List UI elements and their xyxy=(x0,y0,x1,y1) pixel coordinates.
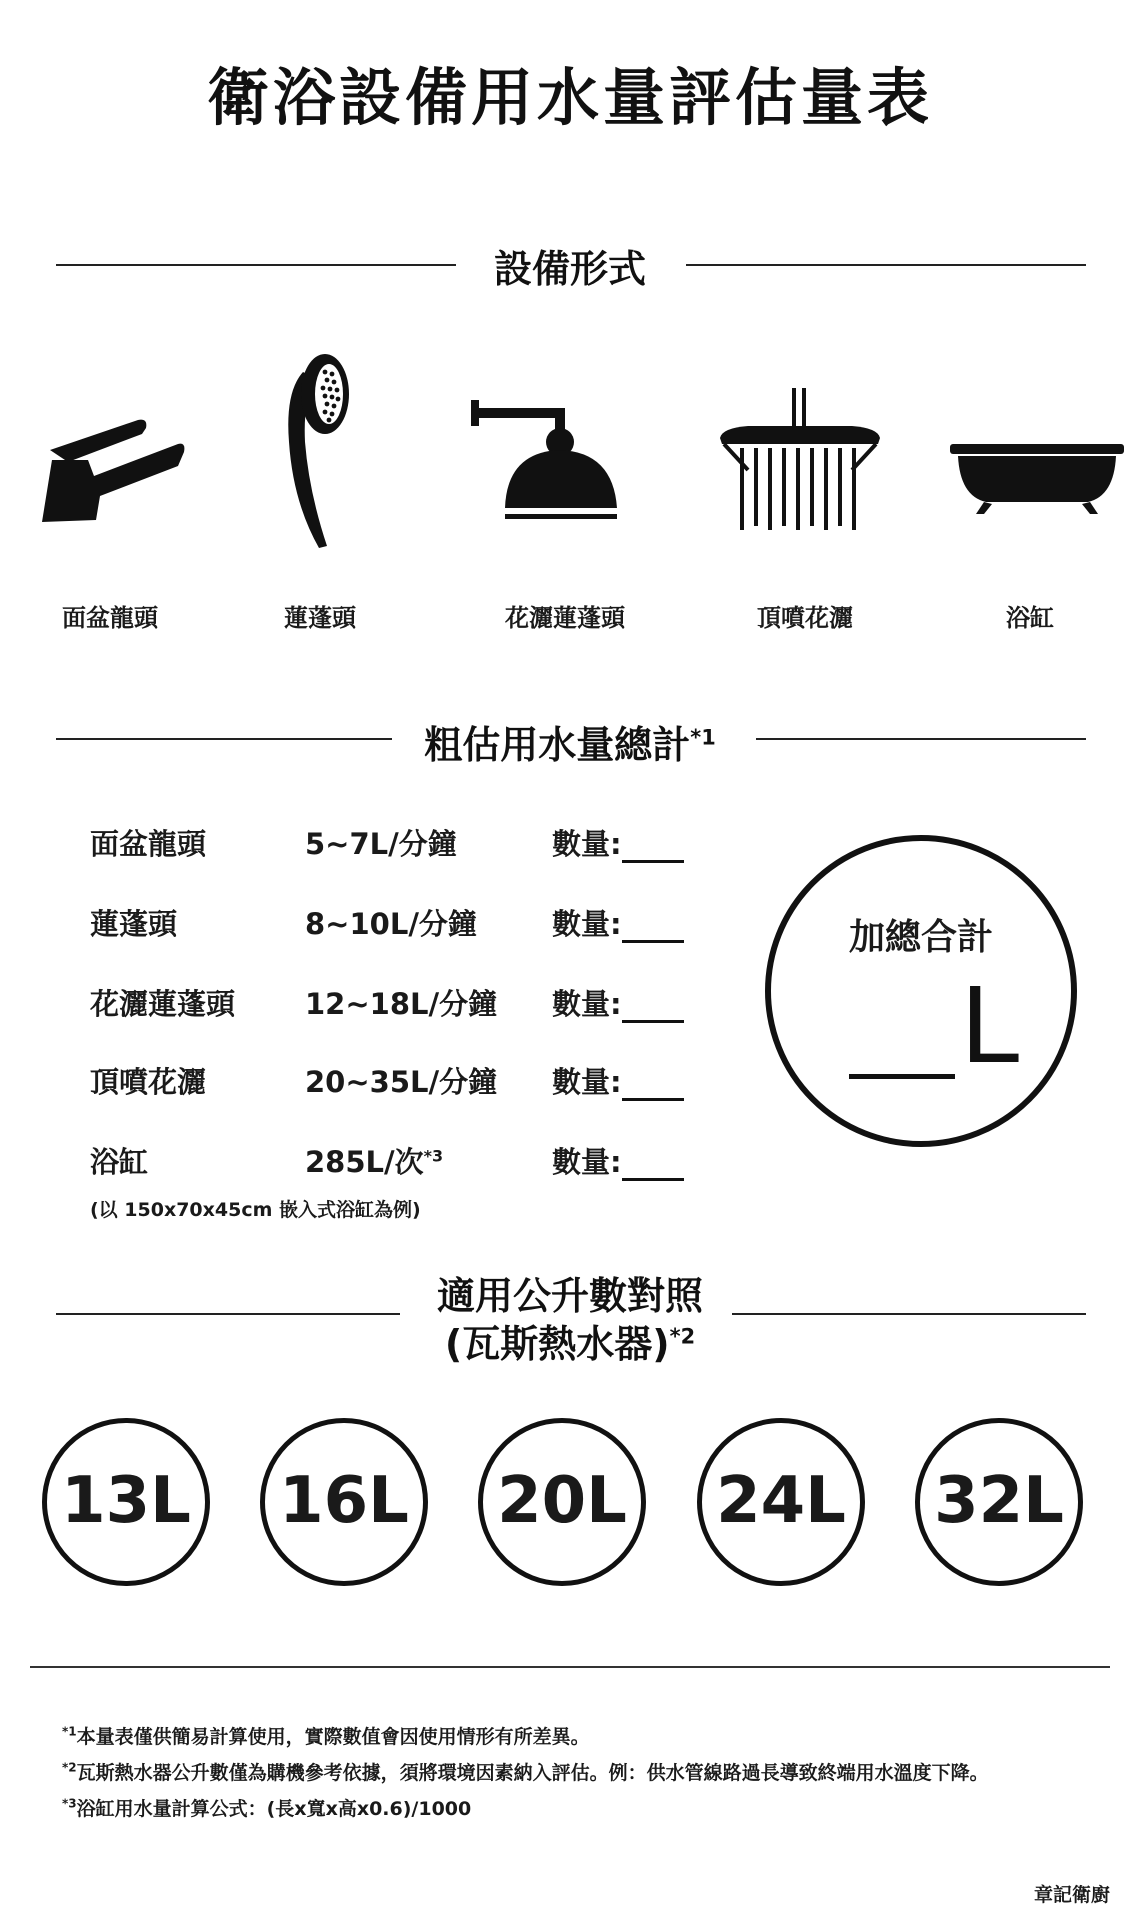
bathtub-icon xyxy=(948,440,1126,520)
equipment-label-rain: 頂噴花灑 xyxy=(757,604,853,632)
footer-divider xyxy=(30,1666,1110,1668)
qty-blank[interactable] xyxy=(622,833,684,863)
section-usage-title xyxy=(0,714,1140,769)
footnote-mark: *3 xyxy=(423,1146,444,1166)
usage-row-rate: 8~10L/分鐘 xyxy=(305,907,477,941)
usage-row xyxy=(90,982,710,1032)
usage-row-rate: 12~18L/分鐘 xyxy=(305,987,498,1021)
section-equipment-title: 設備形式 xyxy=(493,247,646,291)
usage-row-name: 面盆龍頭 xyxy=(90,827,207,861)
footnote-mark: *1 xyxy=(690,725,716,750)
usage-row-qty xyxy=(552,1140,684,1181)
handheld-shower-icon xyxy=(275,352,355,552)
capacity-badge-24l: 24L xyxy=(697,1418,865,1586)
usage-row-qty xyxy=(552,822,684,863)
footnote-2 xyxy=(62,1758,989,1785)
section-capacity-title-line2-text: (瓦斯熱水器) xyxy=(444,1322,670,1366)
qty-blank[interactable] xyxy=(622,993,684,1023)
qty-label: 數量: xyxy=(552,987,622,1021)
capacity-badge-32l: 32L xyxy=(915,1418,1083,1586)
usage-row-rate xyxy=(305,1140,443,1181)
usage-row-name: 蓮蓬頭 xyxy=(90,907,178,941)
divider-right xyxy=(756,738,1086,740)
divider-right xyxy=(732,1313,1086,1315)
bathtub-example-note: (以 150x70x45cm 嵌入式浴缸為例) xyxy=(90,1199,421,1221)
total-circle xyxy=(765,835,1077,1147)
usage-row-name: 浴缸 xyxy=(90,1145,149,1179)
usage-row-name: 頂噴花灑 xyxy=(90,1065,207,1099)
total-label: 加總合計 xyxy=(848,917,993,958)
footnote-mark: *2 xyxy=(62,1760,77,1775)
faucet-icon xyxy=(38,410,186,530)
equipment-label-handheld: 蓮蓬頭 xyxy=(284,604,356,632)
capacity-badge-20l: 20L xyxy=(478,1418,646,1586)
qty-blank[interactable] xyxy=(622,1151,684,1181)
divider-right xyxy=(686,264,1086,266)
usage-row-rate-text: 285L/次 xyxy=(305,1145,424,1179)
usage-row-qty xyxy=(552,902,684,943)
equipment-label-faucet: 面盆龍頭 xyxy=(62,604,158,632)
qty-label: 數量: xyxy=(552,1065,622,1099)
qty-label: 數量: xyxy=(552,827,622,861)
section-usage-title-text: 粗估用水量總計 xyxy=(424,723,691,767)
usage-row-qty xyxy=(552,1060,684,1101)
rain-shower-icon xyxy=(718,386,882,534)
brand-name: 章記衛廚 xyxy=(1033,1884,1110,1906)
usage-row-name: 花灑蓮蓬頭 xyxy=(90,987,236,1021)
footnote-mark: *3 xyxy=(62,1796,77,1811)
equipment-label-showerhead: 花灑蓮蓬頭 xyxy=(505,604,625,632)
usage-row-rate: 20~35L/分鐘 xyxy=(305,1065,498,1099)
footnote-3 xyxy=(62,1794,471,1821)
capacity-badge-13l: 13L xyxy=(42,1418,210,1586)
footnote-mark: *2 xyxy=(669,1324,696,1349)
capacity-badge-16l: 16L xyxy=(260,1418,428,1586)
usage-row xyxy=(90,902,710,952)
usage-row xyxy=(90,1060,710,1110)
section-capacity-title-line2 xyxy=(0,1313,1140,1368)
equipment-label-bathtub: 浴缸 xyxy=(1006,604,1054,632)
footnote-1 xyxy=(62,1722,590,1749)
total-unit: L xyxy=(961,963,1023,1086)
page-title: 衛浴設備用水量評估量表 xyxy=(206,61,933,134)
usage-row xyxy=(90,1140,710,1190)
qty-label: 數量: xyxy=(552,907,622,941)
qty-blank[interactable] xyxy=(622,913,684,943)
usage-row-qty xyxy=(552,982,684,1023)
usage-row xyxy=(90,822,710,872)
section-capacity-title-line1: 適用公升數對照 xyxy=(436,1274,703,1318)
footnote-mark: *1 xyxy=(62,1724,77,1739)
qty-blank[interactable] xyxy=(622,1071,684,1101)
qty-label: 數量: xyxy=(552,1145,622,1179)
usage-row-rate: 5~7L/分鐘 xyxy=(305,827,457,861)
footnote-text: 瓦斯熱水器公升數僅為購機參考依據，須將環境因素納入評估。例：供水管線路過長導致終端用水溫度下降。 xyxy=(76,1762,989,1784)
footnote-text: 本量表僅供簡易計算使用，實際數值會因使用情形有所差異。 xyxy=(76,1726,590,1748)
shower-head-icon xyxy=(465,396,625,526)
total-blank[interactable] xyxy=(849,1074,955,1079)
footnote-text: 浴缸用水量計算公式：(長x寬x高x0.6)/1000 xyxy=(76,1798,472,1820)
